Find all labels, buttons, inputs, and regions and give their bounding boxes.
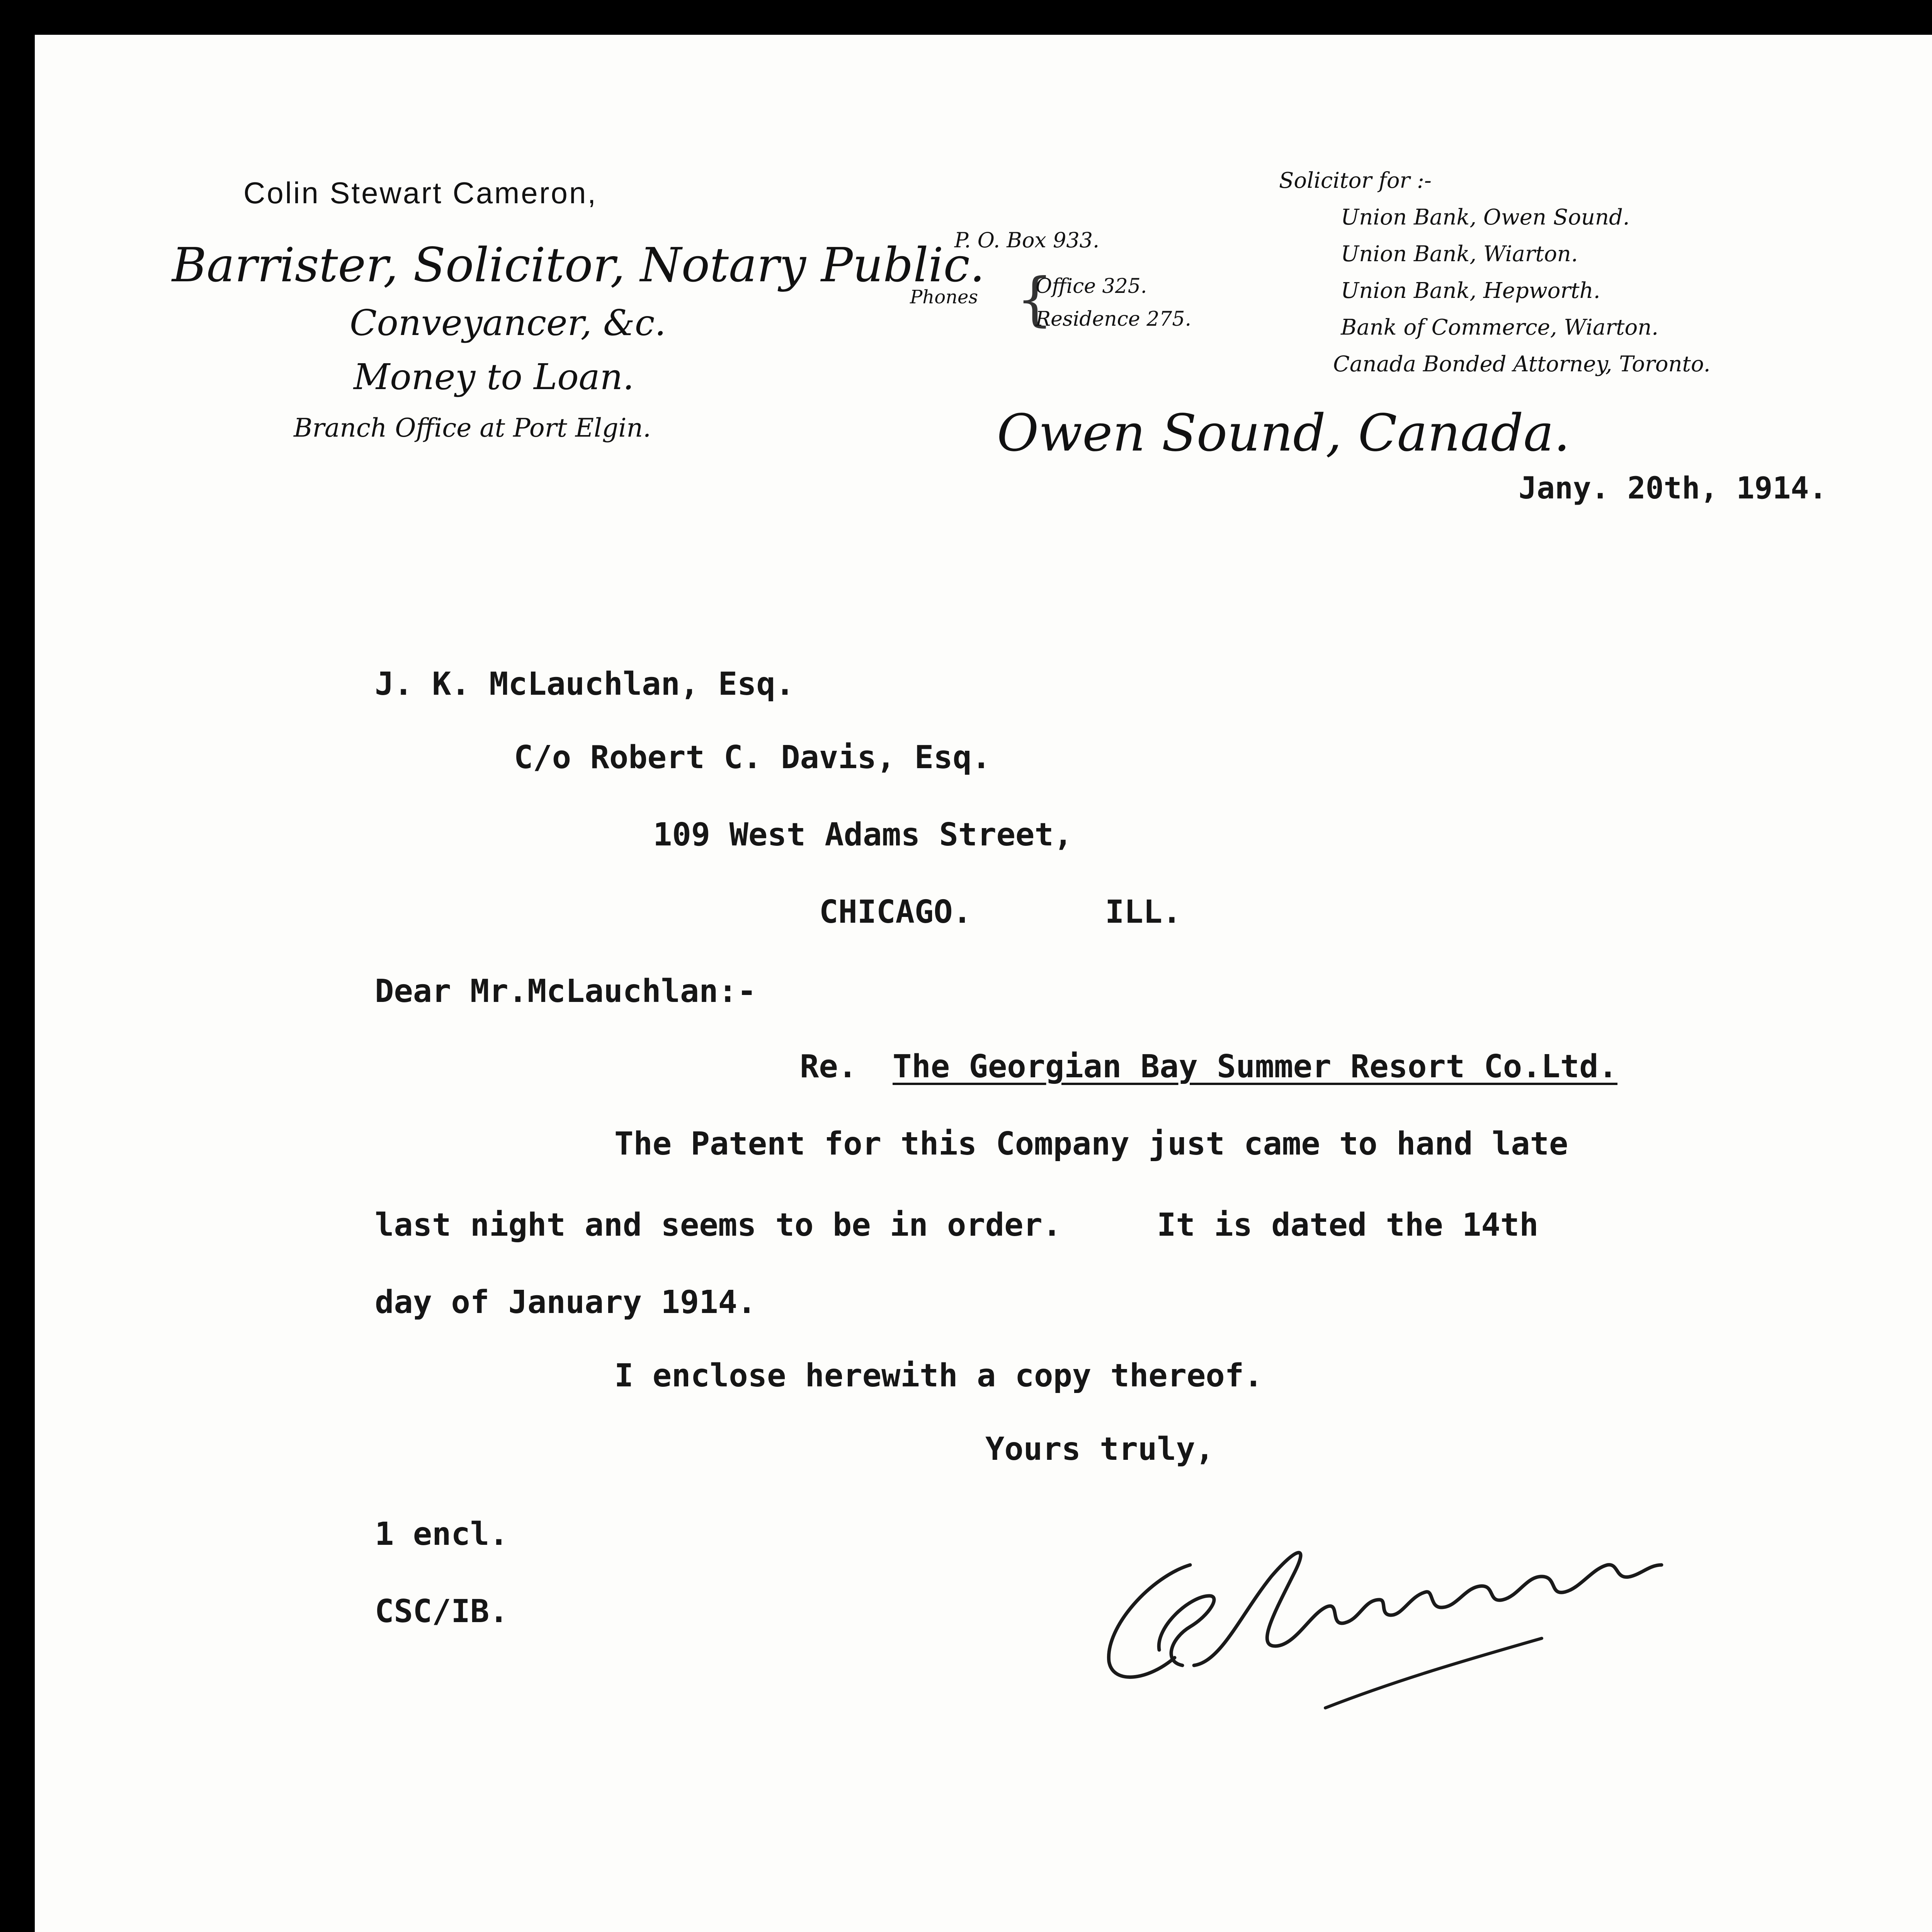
body-line: day of January 1914.	[375, 1284, 757, 1321]
letterhead-po-box: P. O. Box 933.	[954, 228, 1100, 252]
recipient-street: 109 West Adams Street,	[653, 816, 1073, 853]
letterhead-solicitor-for-label: Solicitor for :-	[1279, 168, 1432, 193]
recipient-care-of: C/o Robert C. Davis, Esq.	[514, 739, 991, 776]
solicitor-for-item: Union Bank, Owen Sound.	[1341, 205, 1630, 230]
letter-page	[35, 35, 1932, 1932]
solicitor-for-item: Union Bank, Hepworth.	[1341, 278, 1600, 303]
re-label: Re.	[800, 1048, 857, 1085]
recipient-name: J. K. McLauchlan, Esq.	[375, 666, 795, 702]
letterhead-city: Owen Sound, Canada.	[997, 403, 1570, 463]
letterhead-phone-office: Office 325.	[1036, 275, 1147, 298]
letterhead-money-to-loan: Money to Loan.	[354, 356, 634, 398]
letterhead-phone-residence: Residence 275.	[1036, 308, 1191, 331]
solicitor-for-item: Bank of Commerce, Wiarton.	[1341, 315, 1659, 340]
phones-brace: {	[1016, 266, 1053, 333]
salutation: Dear Mr.McLauchlan:-	[375, 973, 757, 1010]
typist-initials: CSC/IB.	[375, 1593, 509, 1630]
solicitor-for-item: Union Bank, Wiarton.	[1341, 242, 1578, 267]
recipient-state: ILL.	[1105, 894, 1182, 930]
letterhead-name: Colin Stewart Cameron,	[243, 176, 597, 210]
re-subject: The Georgian Bay Summer Resort Co.Ltd.	[893, 1048, 1617, 1085]
letterhead-conveyancer: Conveyancer, &c.	[350, 302, 666, 344]
letter-date: Jany. 20th, 1914.	[1519, 471, 1827, 506]
solicitor-for-item: Canada Bonded Attorney, Toronto.	[1333, 352, 1711, 377]
closing: Yours truly,	[985, 1431, 1214, 1468]
body-line: The Patent for this Company just came to hand late	[614, 1126, 1568, 1162]
body-line: I enclose herewith a copy thereof.	[614, 1357, 1263, 1394]
enclosure-note: 1 encl.	[375, 1516, 509, 1553]
letterhead-profession: Barrister, Solicitor, Notary Public.	[172, 238, 985, 293]
recipient-city: CHICAGO.	[819, 894, 972, 930]
letterhead-branch-office: Branch Office at Port Elgin.	[294, 413, 651, 443]
body-line: last night and seems to be in order. It is dated the 14th	[375, 1207, 1539, 1243]
handwritten-signature	[1094, 1499, 1673, 1731]
letterhead-phones-label: Phones	[910, 286, 978, 308]
